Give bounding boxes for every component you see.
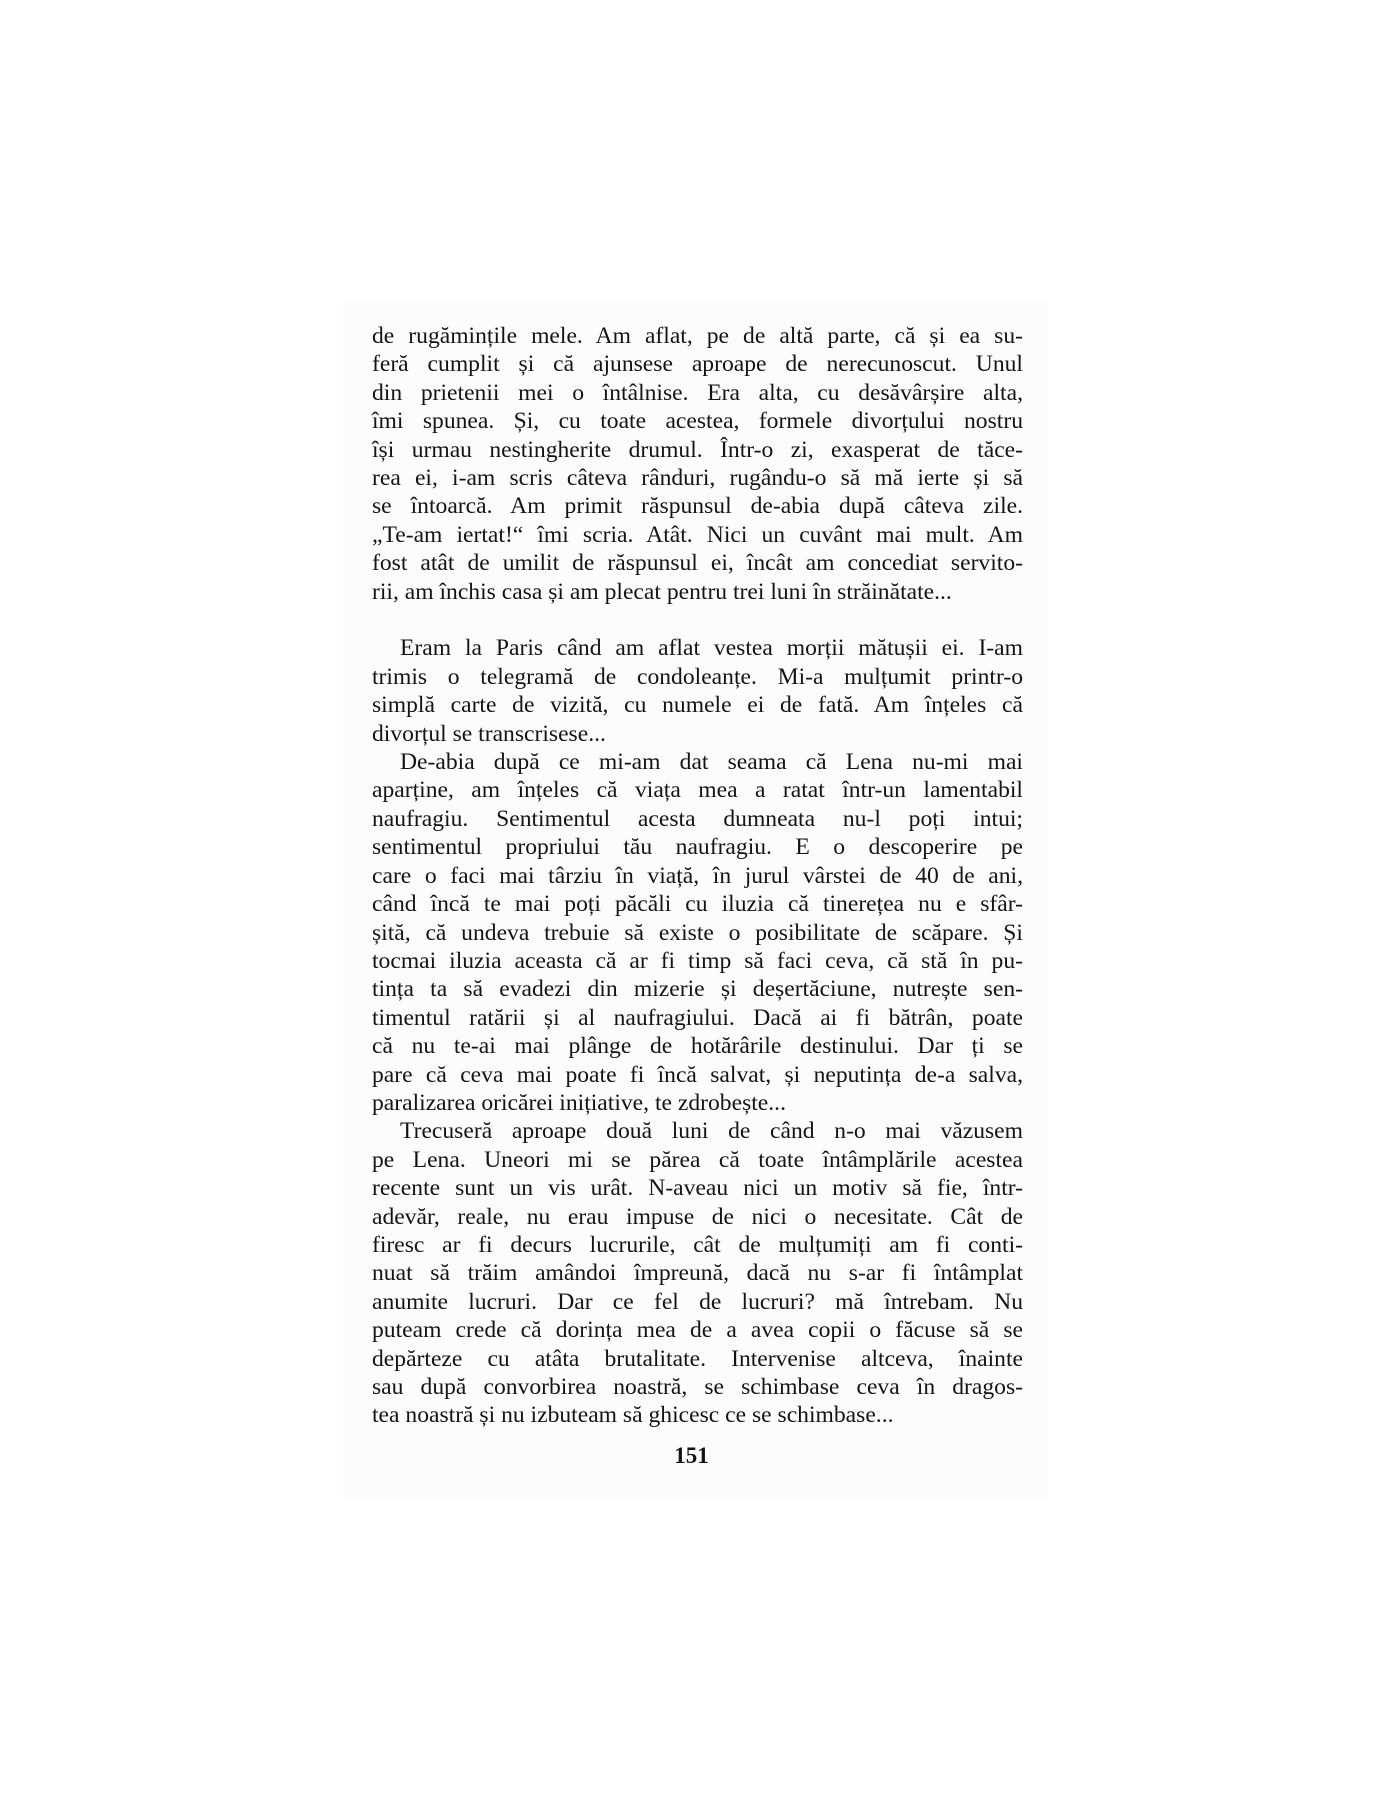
- text-line: aparține, am înțeles că viața mea a ratat într-un lamentabil: [372, 777, 1023, 804]
- text-line: își urmau nestingherite drumul. Într-o zi, exasperat de tăce-: [372, 436, 1023, 463]
- text-line: adevăr, reale, nu erau impuse de nici o necesitate. Cât de: [372, 1203, 1023, 1230]
- page-number: [0, 1443, 1391, 1469]
- text-line: rii, am închis casa și am plecat pentru trei luni în străinătate...: [372, 578, 952, 605]
- text-line: timentul ratării și al naufragiului. Dacă ai fi bătrân, poate: [372, 1004, 1023, 1031]
- text-line: rea ei, i-am scris câteva rânduri, rugându-o să mă ierte și să: [372, 465, 1023, 492]
- text-line: divorțul se transcrisese...: [372, 720, 606, 747]
- paragraph-3: [372, 748, 1023, 1117]
- text-line: tința ta să evadezi din mizerie și deșertăciune, nutrește sen-: [372, 976, 1023, 1003]
- text-line: pare că ceva mai poate fi încă salvat, și neputința de-a salva,: [372, 1061, 1023, 1088]
- text-line: îmi spunea. Și, cu toate acestea, formele divorțului nostru: [372, 408, 1023, 435]
- page-number-text: 151: [674, 1443, 709, 1468]
- text-line: pe Lena. Uneori mi se părea că toate întâmplările acestea: [372, 1146, 1023, 1173]
- text-line: firesc ar fi decurs lucrurile, cât de mulțumiți am fi conti-: [372, 1231, 1023, 1258]
- text-line: tea noastră și nu izbuteam să ghicesc ce se schimbase...: [372, 1402, 894, 1429]
- paragraph-4: [372, 1117, 1023, 1429]
- text-line: se întoarcă. Am primit răspunsul de-abia după câteva zile.: [372, 493, 1023, 520]
- text-line: De-abia după ce mi-am dat seama că Lena nu-mi mai: [400, 749, 1023, 776]
- text-line: anumite lucruri. Dar ce fel de lucruri? mă întrebam. Nu: [372, 1288, 1023, 1315]
- text-line: naufragiu. Sentimentul acesta dumneata nu-l poți intui;: [372, 805, 1023, 832]
- text-line: fost atât de umilit de răspunsul ei, încât am concediat servito-: [372, 550, 1023, 577]
- text-line: feră cumplit și că ajunsese aproape de nerecunoscut. Unul: [372, 351, 1023, 378]
- text-line: care o faci mai târziu în viață, în jurul vârstei de 40 de ani,: [372, 862, 1023, 889]
- paragraph-2: [372, 634, 1023, 748]
- text-line: sentimentul propriului tău naufragiu. E o descoperire pe: [372, 834, 1023, 861]
- text-line: puteam crede că dorința mea de a avea copii o făcuse să se: [372, 1317, 1023, 1344]
- text-line: de rugămințile mele. Am aflat, pe de altă parte, că și ea su-: [372, 323, 1023, 349]
- text-line: Eram la Paris când am aflat vestea morții mătușii ei. I-am: [400, 635, 1023, 662]
- text-line: când încă te mai poți păcăli cu iluzia că tinerețea nu e sfâr-: [372, 891, 1023, 918]
- text-line: paralizarea oricărei inițiative, te zdrobește...: [372, 1089, 786, 1116]
- text-line: Trecuseră aproape două luni de când n-o mai văzusem: [400, 1118, 1023, 1145]
- text-line: recente sunt un vis urât. N-aveau nici un motiv să fie, într-: [372, 1175, 1023, 1202]
- text-line: depărteze cu atâta brutalitate. Intervenise altceva, înainte: [372, 1345, 1023, 1372]
- body-text: [372, 322, 1023, 1430]
- text-line: tocmai iluzia aceasta că ar fi timp să faci ceva, că stă în pu-: [372, 947, 1023, 974]
- text-line: sau după convorbirea noastră, se schimbase ceva în dragos-: [372, 1374, 1023, 1401]
- text-line: simplă carte de vizită, cu numele ei de fată. Am înțeles că: [372, 692, 1023, 719]
- text-line: „Te-am iertat!“ îmi scria. Atât. Nici un cuvânt mai mult. Am: [372, 521, 1023, 548]
- text-line: trimis o telegramă de condoleanțe. Mi-a mulțumit printr-o: [372, 663, 1023, 690]
- text-line: din prietenii mei o întâlnise. Era alta, cu desăvârșire alta,: [372, 379, 1023, 406]
- section-gap: [372, 606, 1023, 634]
- paragraph-1: [372, 322, 1023, 606]
- text-line: nuat să trăim amândoi împreună, dacă nu s-ar fi întâmplat: [372, 1260, 1023, 1287]
- text-line: șită, că undeva trebuie să existe o posibilitate de scăpare. Și: [372, 919, 1023, 946]
- text-line: că nu te-ai mai plânge de hotărârile destinului. Dar ți se: [372, 1033, 1023, 1060]
